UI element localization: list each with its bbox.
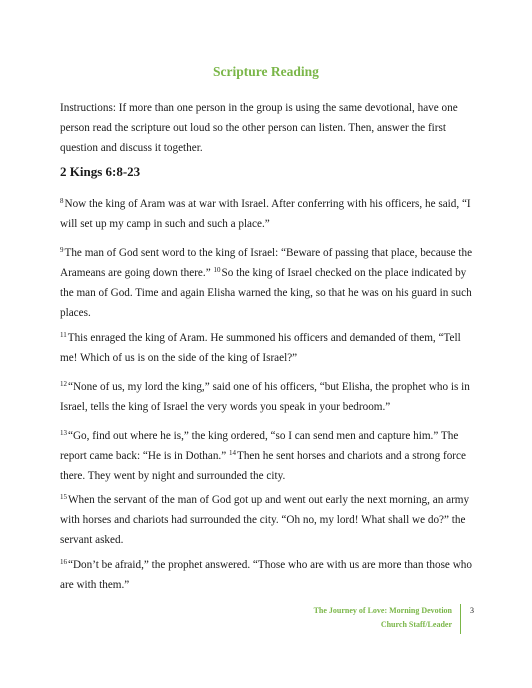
page-title: Scripture Reading — [213, 64, 319, 79]
verse-text: When the servant of the man of God got up and went out early the next morning, an army with horses and chariots had surrounded the city. “Oh no, my lord! What shall we do?” the servant asked. — [60, 494, 470, 546]
verse-number: 16 — [60, 558, 67, 566]
verse-text: “Go, find out where he is,” the king ordered, “so I can send men and capture him.” The report came back: “He is in Dothan.” — [60, 430, 459, 462]
footer-divider — [460, 604, 461, 634]
verse-number: 14 — [229, 449, 236, 457]
verse-paragraph — [60, 555, 478, 595]
verse-paragraph — [60, 377, 478, 417]
verse-paragraph — [60, 194, 478, 234]
verse-text: Now the king of Aram was at war with Israel. After conferring with his officers, he said, “I will set up my camp in such and such a place.” — [60, 198, 471, 230]
verse-number: 9 — [60, 246, 64, 254]
page-number: 3 — [470, 606, 474, 615]
verse-number: 12 — [60, 380, 67, 388]
verse-number: 8 — [60, 197, 64, 205]
verse-text: Then he sent horses and chariots and a strong force there. They went by night and surrounded the city. — [60, 450, 466, 482]
footer-title: The Journey of Love: Morning Devotion — [313, 606, 452, 615]
footer-subtitle: Church Staff/Leader — [380, 620, 452, 629]
instructions-paragraph: Instructions: If more than one person in the group is using the same devotional, have one person read the scripture out loud so the other person can listen. Then, answer the first question and discuss it together. — [60, 102, 458, 154]
verse-text: “None of us, my lord the king,” said one of his officers, “but Elisha, the prophet who is in Israel, tells the king of Israel the very words you speak in your bedroom.” — [60, 381, 470, 413]
verse-paragraph — [60, 490, 478, 550]
verse-number: 11 — [60, 331, 67, 339]
verse-number: 15 — [60, 493, 67, 501]
verse-number: 10 — [213, 266, 221, 274]
verse-text: The man of God sent word to the king of Israel: “Beware of passing that place, because the Arameans are going down there.” — [60, 247, 473, 279]
verse-paragraph — [60, 243, 478, 323]
verse-paragraph — [60, 426, 478, 486]
scripture-reference: 2 Kings 6:8-23 — [60, 164, 141, 179]
verse-paragraph — [60, 328, 478, 368]
page-footer — [300, 604, 480, 634]
verse-text: “Don’t be afraid,” the prophet answered. “Those who are with us are more than those who are with them.” — [60, 559, 472, 591]
verse-text: So the king of Israel checked on the place indicated by the man of God. Time and again Elisha warned the king, so that he was on his guard in such places. — [60, 267, 472, 319]
verse-number: 13 — [60, 429, 67, 437]
verse-text: This enraged the king of Aram. He summoned his officers and demanded of them, “Tell me! Which of us is on the side of the king of Israel?” — [60, 332, 461, 364]
